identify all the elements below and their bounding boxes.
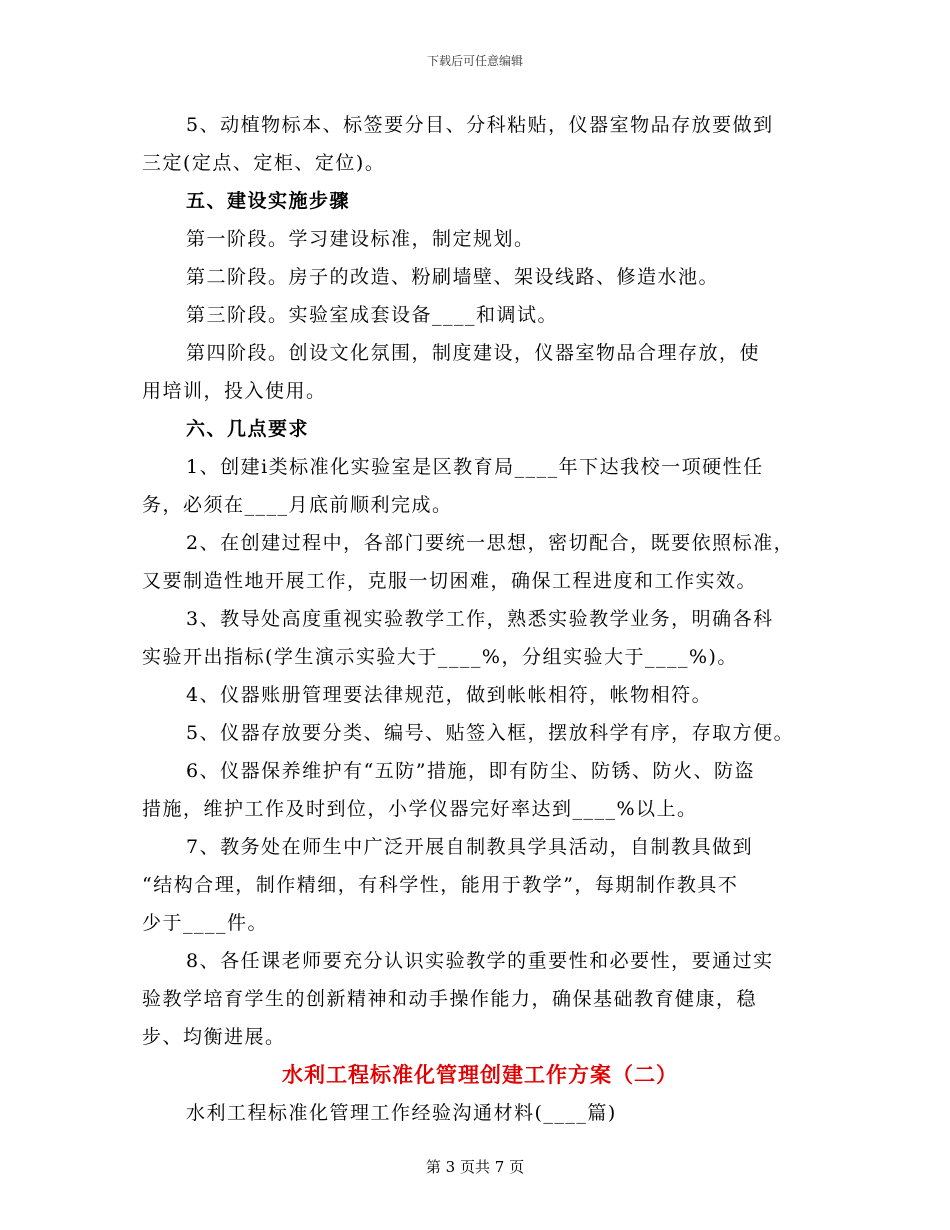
text-line: 5、仪器存放要分类、编号、贴签入框，摆放科学有序，存取方便。 bbox=[186, 722, 795, 744]
paragraph-lines bbox=[142, 106, 818, 1056]
text-line: 三定(定点、定柜、定位)。 bbox=[142, 152, 386, 174]
text-line: 务，必须在____月底前顺利完成。 bbox=[142, 494, 453, 516]
text-line: 2、在创建过程中，各部门要统一思想，密切配合，既要依照标准， bbox=[186, 532, 795, 554]
page-header: 下载后可任意编辑 bbox=[426, 54, 523, 68]
text-line: 验教学培育学生的创新精神和动手操作能力，确保基础教育健康，稳 bbox=[142, 988, 758, 1010]
text-line: 第三阶段。实验室成套设备____和调试。 bbox=[186, 304, 559, 326]
section-subtitle: 水利工程标准化管理工作经验沟通材料(____篇) bbox=[186, 1102, 617, 1124]
text-line: 1、创建ⅰ类标准化实验室是区教育局____年下达我校一项硬性任 bbox=[186, 456, 764, 478]
text-line: 少于____件。 bbox=[142, 912, 269, 934]
text-line: 5、动植物标本、标签要分目、分科粘贴，仪器室物品存放要做到 bbox=[186, 114, 774, 136]
section-heading: 六、几点要求 bbox=[186, 418, 310, 440]
text-line: 又要制造性地开展工作，克服一切困难，确保工程进度和工作实效。 bbox=[142, 570, 758, 592]
text-line: 实验开出指标(学生演示实验大于____%，分组实验大于____%)。 bbox=[142, 646, 738, 668]
text-line: 8、各任课老师要充分认识实验教学的重要性和必要性，要通过实 bbox=[186, 950, 774, 972]
text-line: 第四阶段。创设文化氛围，制度建设，仪器室物品合理存放，使 bbox=[186, 342, 761, 364]
section-heading: 五、建设实施步骤 bbox=[186, 190, 351, 212]
text-line: 用培训，投入使用。 bbox=[142, 380, 327, 402]
page-footer: 第 3 页共 7 页 bbox=[425, 1158, 525, 1176]
text-line: 6、仪器保养维护有“五防”措施，即有防尘、防锈、防火、防盗 bbox=[186, 760, 756, 782]
text-line: 第二阶段。房子的改造、粉刷墙壁、架设线路、修造水池。 bbox=[186, 266, 720, 288]
text-line: “结构合理，制作精细，有科学性，能用于教学”，每期制作教具不 bbox=[142, 874, 739, 896]
text-line: 7、教务处在师生中广泛开展自制教具学具活动，自制教具做到 bbox=[186, 836, 754, 858]
section-title: 水利工程标准化管理创建工作方案（二） bbox=[282, 1062, 678, 1087]
text-line: 4、仪器账册管理要法律规范，做到帐帐相符，帐物相符。 bbox=[186, 684, 713, 706]
text-line: 步、均衡进展。 bbox=[142, 1026, 286, 1048]
text-line: 3、教导处高度重视实验教学工作，熟悉实验教学业务，明确各科 bbox=[186, 608, 774, 630]
document-body bbox=[142, 106, 818, 1132]
text-line: 措施，维护工作及时到位，小学仪器完好率达到____%以上。 bbox=[142, 798, 698, 820]
text-line: 第一阶段。学习建设标准，制定规划。 bbox=[186, 228, 535, 250]
